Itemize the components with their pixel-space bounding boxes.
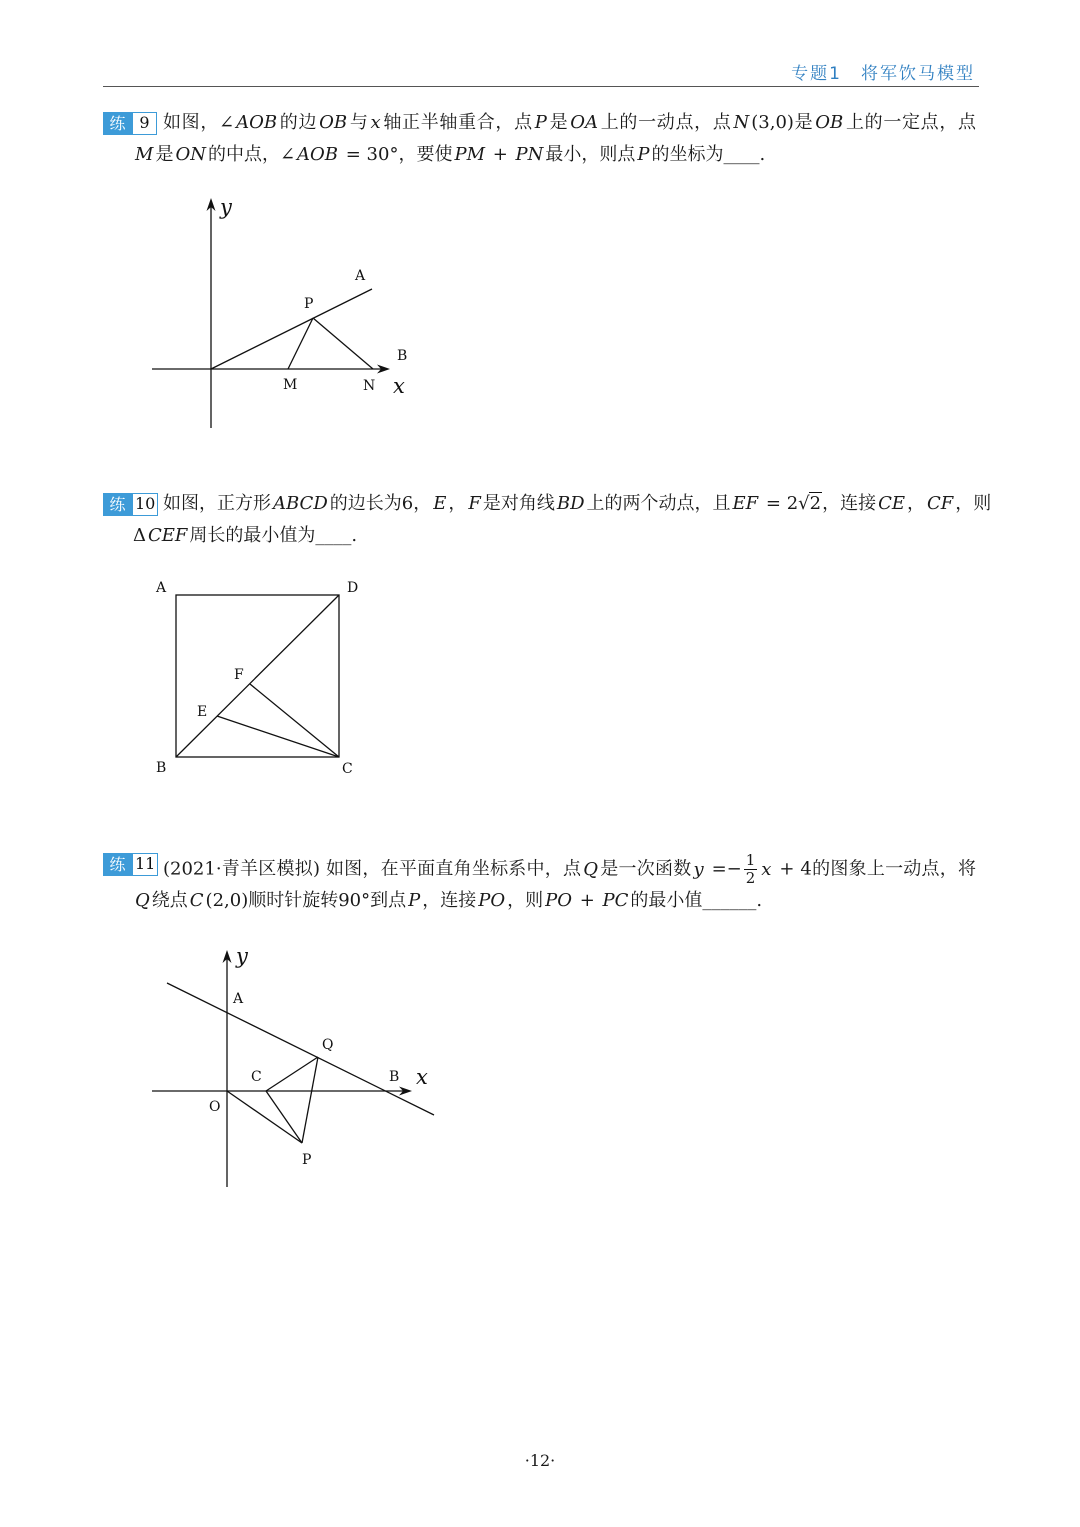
segment-pm bbox=[288, 318, 313, 369]
math-variable: CF bbox=[927, 493, 954, 514]
text-run: 周长的最小值为____. bbox=[189, 525, 358, 546]
math-variable: Q bbox=[583, 858, 599, 880]
badge-number: 11 bbox=[132, 853, 158, 876]
text-run: (3,0)是 bbox=[751, 112, 814, 133]
text-run: = 30°，要使 bbox=[340, 144, 453, 165]
problem-badge bbox=[103, 493, 158, 516]
math-variable: P bbox=[534, 112, 547, 133]
text-run: (2,0)顺时针旋转90°到点 bbox=[205, 890, 407, 911]
point-label-e: E bbox=[197, 704, 208, 720]
header-rule bbox=[103, 86, 979, 87]
text-run: ， bbox=[448, 493, 467, 514]
problem-text-line bbox=[133, 143, 765, 167]
text-run: = 2 bbox=[760, 493, 799, 514]
math-variable: OA bbox=[570, 112, 599, 133]
problem-text-line bbox=[163, 852, 976, 887]
text-run: 的中点，∠ bbox=[207, 144, 296, 165]
math-variable: E bbox=[433, 493, 447, 514]
math-variable: OB bbox=[815, 112, 844, 133]
text-run: ，连接 bbox=[422, 890, 477, 911]
math-variable: OB bbox=[319, 112, 348, 133]
point-label-c: C bbox=[251, 1069, 262, 1085]
point-label-b: B bbox=[389, 1069, 400, 1085]
text-run: Δ bbox=[133, 525, 146, 546]
segment-fc bbox=[250, 684, 339, 757]
point-label-a: A bbox=[233, 991, 244, 1007]
point-label-d: D bbox=[347, 580, 359, 596]
badge-number: 10 bbox=[132, 493, 158, 516]
problem-badge bbox=[103, 853, 158, 876]
math-variable: AOB bbox=[297, 144, 339, 165]
segment-pn bbox=[313, 318, 373, 369]
math-variable: AOB bbox=[236, 112, 278, 133]
y-axis-label: y bbox=[236, 944, 248, 968]
math-variable: ON bbox=[175, 144, 206, 165]
fraction-numerator: 1 bbox=[745, 851, 756, 869]
text-run: 的坐标为____. bbox=[651, 144, 766, 165]
badge-number: 9 bbox=[132, 112, 157, 135]
problem-text-line bbox=[133, 524, 357, 548]
problem-text-line bbox=[163, 492, 992, 516]
ray-oa bbox=[211, 289, 372, 369]
text-run: ，则 bbox=[507, 890, 544, 911]
math-variable: BD bbox=[556, 493, 585, 514]
math-variable: PC bbox=[602, 890, 629, 911]
text-run: 的边 bbox=[279, 112, 318, 133]
text-run: 上的一定点，点 bbox=[845, 112, 977, 133]
segment-ec bbox=[217, 716, 339, 757]
math-variable: EF bbox=[732, 493, 759, 514]
math-variable: C bbox=[189, 890, 204, 911]
square-root bbox=[798, 492, 822, 516]
point-label-p: P bbox=[304, 296, 314, 312]
point-label-p: P bbox=[302, 1152, 312, 1168]
text-run: 是一次函数 bbox=[600, 858, 692, 880]
text-run: 与 bbox=[349, 112, 369, 133]
x-axis-label: x bbox=[416, 1065, 428, 1089]
point-label-m: M bbox=[283, 377, 298, 393]
point-label-o: O bbox=[209, 1099, 221, 1115]
x-axis-label: x bbox=[393, 374, 405, 398]
radical-sign: √ bbox=[798, 493, 810, 514]
radicand: 2 bbox=[809, 493, 822, 514]
badge-label: 练 bbox=[103, 112, 132, 135]
text-run: =− bbox=[705, 858, 742, 880]
text-run: 的边长为6， bbox=[329, 493, 432, 514]
problem-text-line bbox=[163, 111, 976, 135]
math-variable: PO bbox=[478, 890, 506, 911]
math-variable: x bbox=[370, 112, 381, 133]
segment-cq bbox=[266, 1057, 318, 1091]
text-run: 是 bbox=[548, 112, 569, 133]
problem-badge bbox=[103, 112, 157, 135]
problem-text-line bbox=[133, 889, 762, 913]
math-variable: F bbox=[468, 493, 481, 514]
segment-op bbox=[227, 1091, 302, 1143]
line-ab bbox=[167, 983, 434, 1115]
diagonal-bd bbox=[176, 595, 339, 757]
math-variable: PN bbox=[515, 144, 544, 165]
text-run: 是 bbox=[155, 144, 174, 165]
text-run: 上的两个动点，且 bbox=[586, 493, 731, 514]
text-run: ， bbox=[907, 493, 926, 514]
text-run: ，连接 bbox=[822, 493, 877, 514]
segment-qp bbox=[302, 1057, 318, 1143]
math-variable: Q bbox=[135, 890, 150, 911]
point-label-b: B bbox=[156, 760, 167, 776]
point-label-a: A bbox=[156, 580, 167, 596]
math-variable: y bbox=[693, 858, 704, 880]
point-label-f: F bbox=[234, 667, 244, 683]
point-label-c: C bbox=[342, 761, 353, 777]
badge-label: 练 bbox=[103, 493, 132, 516]
header-title: 专题1 将军饮马模型 bbox=[791, 64, 975, 84]
page-number: ·12· bbox=[524, 1451, 556, 1470]
badge-label: 练 bbox=[103, 853, 132, 876]
text-run: 轴正半轴重合，点 bbox=[382, 112, 533, 133]
y-axis-label: y bbox=[220, 195, 232, 219]
math-variable: x bbox=[761, 858, 772, 880]
point-label-a: A bbox=[355, 268, 366, 284]
text-run: ，则 bbox=[955, 493, 992, 514]
text-run: (2021·青羊区模拟) 如图，在平面直角坐标系中，点 bbox=[163, 858, 582, 880]
text-run: + 4的图象上一动点，将 bbox=[773, 858, 977, 880]
math-variable: PO bbox=[545, 890, 572, 911]
math-variable: CEF bbox=[148, 525, 188, 546]
text-run: + bbox=[574, 890, 601, 911]
math-variable: CE bbox=[878, 493, 906, 514]
text-run: 是对角线 bbox=[482, 493, 555, 514]
text-run: 绕点 bbox=[151, 890, 188, 911]
math-variable: P bbox=[408, 890, 421, 911]
math-variable: PM bbox=[454, 144, 486, 165]
segment-cp bbox=[266, 1091, 302, 1143]
point-label-b: B bbox=[397, 348, 408, 364]
text-run: 如图，正方形 bbox=[163, 493, 271, 514]
fraction-denominator: 2 bbox=[745, 869, 756, 887]
point-label-n: N bbox=[363, 378, 376, 394]
point-label-q: Q bbox=[322, 1037, 334, 1053]
text-run: 最小，则点 bbox=[545, 144, 636, 165]
text-run: 上的一动点，点 bbox=[600, 112, 732, 133]
math-variable: P bbox=[637, 144, 650, 165]
math-variable: M bbox=[135, 144, 154, 165]
fraction bbox=[744, 852, 758, 887]
text-run: 如图，∠ bbox=[163, 112, 235, 133]
text-run: 的最小值______. bbox=[630, 890, 763, 911]
figure-11-coordinate-diagram bbox=[145, 940, 445, 1190]
figure-10-square-diagram bbox=[145, 575, 370, 780]
text-run: + bbox=[487, 144, 514, 165]
math-variable: N bbox=[733, 112, 750, 133]
math-variable: ABCD bbox=[273, 493, 328, 514]
figure-9-coordinate-diagram bbox=[140, 190, 430, 440]
